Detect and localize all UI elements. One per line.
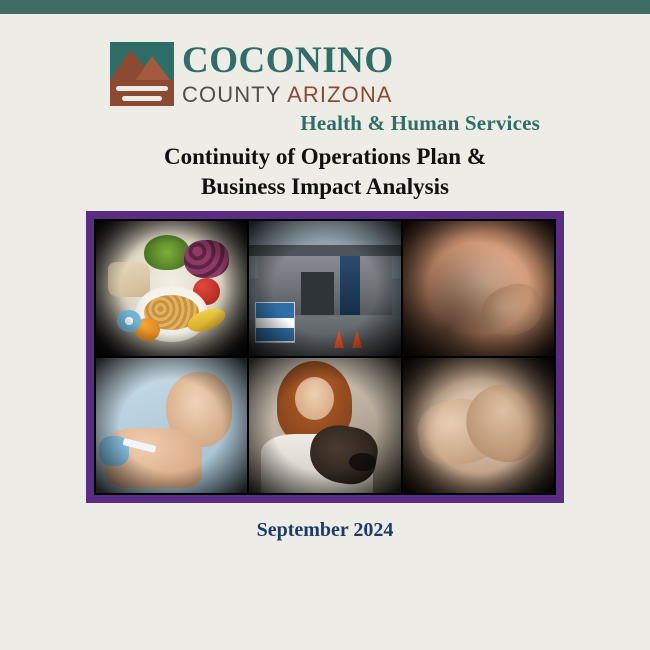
photo-pregnant-belly (403, 221, 554, 356)
logo-state-text: ARIZONA (287, 82, 393, 107)
cover-page-body (0, 14, 650, 650)
mountain-logo-icon (110, 42, 174, 106)
photo-collage-frame (86, 211, 564, 503)
photo-healthy-food (96, 221, 247, 356)
logo-county-text: COUNTY (182, 82, 282, 107)
page-title-line-1: Continuity of Operations Plan & (163, 144, 487, 169)
page-title (0, 142, 650, 203)
page-title-line-2: Business Impact Analysis (201, 174, 449, 200)
photo-vaccine-event (249, 221, 400, 356)
organization-logo (0, 42, 650, 136)
photo-collage (94, 219, 556, 495)
logo-title: COCONINO (182, 40, 394, 81)
photo-elder-hands (403, 358, 554, 493)
photo-child-vaccination (96, 358, 247, 493)
vaccine-event-sign (255, 302, 294, 343)
logo-subtitle (182, 82, 394, 107)
photo-woman-with-dog (249, 358, 400, 493)
top-accent-band (0, 0, 650, 14)
document-date: September 2024 (256, 519, 394, 541)
logo-tagline: Health & Human Services (300, 111, 540, 136)
